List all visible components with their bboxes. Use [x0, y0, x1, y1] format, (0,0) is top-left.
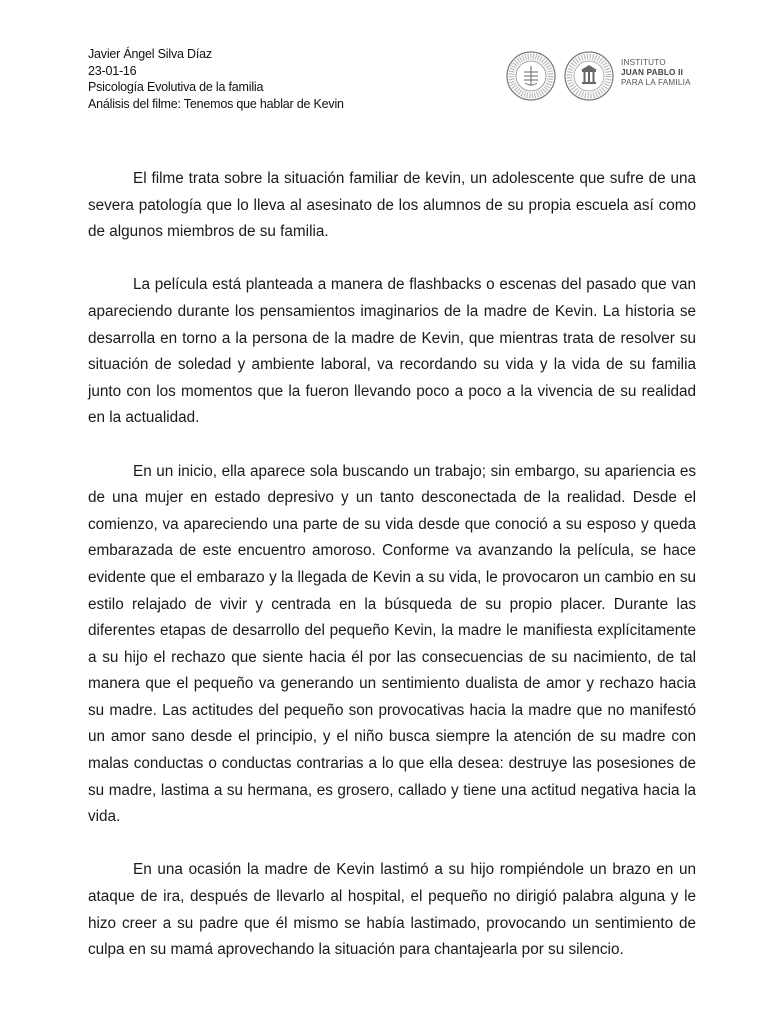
course-name: Psicología Evolutiva de la familia: [88, 80, 264, 94]
author-name: Javier Ángel Silva Díaz: [88, 47, 212, 61]
institute-seal-icon: [563, 50, 615, 102]
document-date: 23-01-16: [88, 63, 137, 78]
paragraph: En un inicio, ella aparece sola buscando un trabajo; sin embargo, su apariencia es de una mujer en estado depresivo y un tanto desconectada de la realidad. Desde el comienzo, va apareciendo una parte de su vida desde que conoció a su esposo y queda embarazada de este encuentro amoroso. Conforme va avanzando la película, se hace evidente que el embarazo y la llegada de Kevin a su vida, le provocaron un cambio en su estilo relajado de vivir y centrada en la búsqueda de su propio placer. Durante las diferentes etapas de desarrollo del pequeño Kevin, la madre le manifiesta explícitamente a su hijo el rechazo que siente hacia él por las consecuencias de su nacimiento, de tal manera que el pequeño va generando un sentimiento dualista de amor y rechazo hacia su madre. Las actitudes del pequeño son provocativas hacia la madre que no manifestó un amor sano desde el principio, y el niño busca siempre la atención de su madre con malas conductas o conductas contrarias a lo que ella desea: destruye las posesiones de su madre, lastima a su hermana, es grosero, callado y tiene una actitud negativa hacia la vida.: [88, 462, 696, 826]
document-title: Análisis del filme: Tenemos que hablar de Kevin: [88, 96, 344, 111]
paragraph: La película está planteada a manera de flashbacks o escenas del pasado que van apareciendo durante los pensamientos imaginarios de la madre de Kevin. La historia se desarrolla en torno a la persona de la madre de Kevin, que mientras trata de resolver su situación de soledad y ambiente laboral, va recordando su vida y la vida de su familia junto con los momentos que la fueron llevando poco a poco a la vivencia de su realidad en la actualidad.: [88, 276, 696, 427]
document-header: [88, 46, 344, 112]
document-body: [88, 166, 696, 990]
institute-name: INSTITUTO JUAN PABLO II PARA LA FAMILIA: [621, 58, 691, 87]
institution-logos: [505, 50, 691, 108]
paragraph: En una ocasión la madre de Kevin lastimó a su hijo rompiéndole un brazo en un ataque de ira, después de llevarlo al hospital, el pequeño no dirigió palabra alguna y le hizo creer a su padre que él mismo se había lastimado, provocando un sentimiento de culpa en su mamá aprovechando la situación para chantajearla por su silencio.: [88, 861, 696, 959]
paragraph: El filme trata sobre la situación familiar de kevin, un adolescente que sufre de una severa patología que lo lleva al asesinato de los alumnos de su propia escuela así como de algunos miembros de su familia.: [88, 170, 696, 241]
university-seal-icon: [505, 50, 557, 102]
